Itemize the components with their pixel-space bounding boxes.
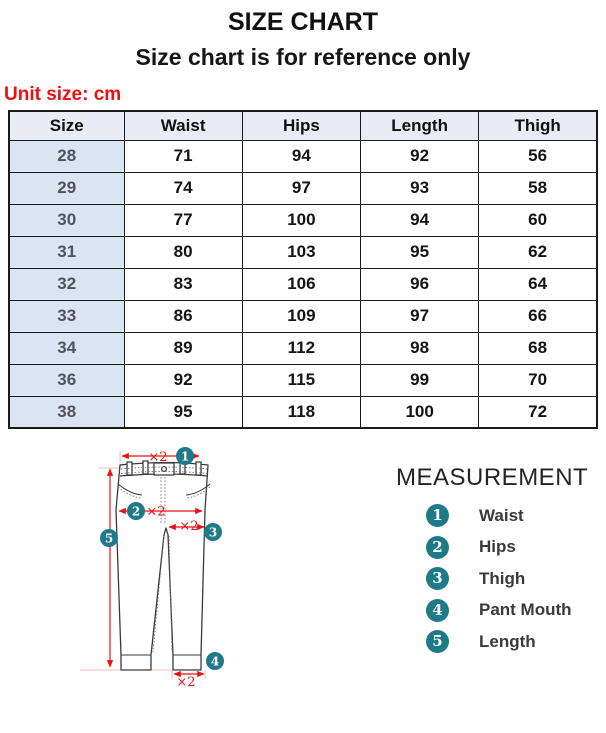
table-row — [9, 172, 597, 204]
length-badge-num: 5 — [104, 531, 114, 546]
value-cell: 56 — [479, 140, 597, 172]
thigh-x2-label: ×2 — [179, 519, 199, 534]
value-cell: 109 — [242, 300, 360, 332]
legend-item — [426, 504, 602, 527]
size-cell: 34 — [9, 332, 124, 364]
legend-label: Waist — [479, 505, 524, 525]
value-cell: 103 — [242, 236, 360, 268]
mouth-x2-label: ×2 — [176, 675, 196, 690]
value-cell: 96 — [361, 268, 479, 300]
value-cell: 86 — [124, 300, 242, 332]
value-cell: 71 — [124, 140, 242, 172]
value-cell: 94 — [242, 140, 360, 172]
mouth-badge-num: 4 — [210, 654, 220, 669]
size-table-header — [9, 111, 597, 140]
legend-item — [426, 630, 602, 653]
value-cell: 97 — [242, 172, 360, 204]
value-cell: 100 — [361, 396, 479, 428]
thigh-badge-num: 3 — [208, 525, 218, 540]
value-cell: 93 — [361, 172, 479, 204]
table-row — [9, 396, 597, 428]
legend-number-badge: 2 — [426, 536, 449, 559]
size-cell: 33 — [9, 300, 124, 332]
value-cell: 98 — [361, 332, 479, 364]
measurement-title: MEASUREMENT — [396, 464, 589, 491]
size-cell: 30 — [9, 204, 124, 236]
pants-outline — [116, 461, 210, 670]
size-table-body — [9, 140, 597, 428]
column-header: Length — [361, 111, 479, 140]
table-row — [9, 268, 597, 300]
size-cell: 38 — [9, 396, 124, 428]
value-cell: 118 — [242, 396, 360, 428]
value-cell: 92 — [361, 140, 479, 172]
value-cell: 115 — [242, 364, 360, 396]
legend-number-badge: 1 — [426, 504, 449, 527]
legend-number-badge: 4 — [426, 599, 449, 622]
value-cell: 92 — [124, 364, 242, 396]
size-cell: 32 — [9, 268, 124, 300]
table-row — [9, 364, 597, 396]
measurement-items — [396, 504, 602, 653]
value-cell: 58 — [479, 172, 597, 204]
value-cell: 72 — [479, 396, 597, 428]
value-cell: 68 — [479, 332, 597, 364]
value-cell: 80 — [124, 236, 242, 268]
value-cell: 64 — [479, 268, 597, 300]
legend-label: Hips — [479, 537, 516, 556]
table-row — [9, 204, 597, 236]
value-cell: 95 — [361, 236, 479, 268]
table-row — [9, 140, 597, 172]
value-cell: 97 — [361, 300, 479, 332]
value-cell: 62 — [479, 236, 597, 268]
value-cell: 70 — [479, 364, 597, 396]
value-cell: 74 — [124, 172, 242, 204]
header-row — [9, 111, 597, 140]
legend-item — [426, 567, 602, 590]
value-cell: 89 — [124, 332, 242, 364]
measurement-legend — [396, 464, 602, 662]
value-cell: 83 — [124, 268, 242, 300]
hips-x2-label: ×2 — [146, 504, 166, 520]
waist-x2-label: ×2 — [148, 450, 168, 465]
size-cell: 36 — [9, 364, 124, 396]
value-cell: 77 — [124, 204, 242, 236]
hips-badge-num: 2 — [131, 504, 141, 519]
column-header: Waist — [124, 111, 242, 140]
legend-label: Thigh — [479, 568, 526, 588]
size-cell: 29 — [9, 172, 124, 204]
value-cell: 112 — [242, 332, 360, 364]
legend-label: Pant Mouth — [479, 600, 572, 619]
legend-label: Length — [479, 631, 536, 651]
value-cell: 99 — [361, 364, 479, 396]
column-header: Size — [9, 111, 124, 140]
legend-number-badge: 3 — [426, 567, 449, 590]
value-cell: 60 — [479, 204, 597, 236]
table-row — [9, 300, 597, 332]
waist-badge-num: 1 — [180, 449, 190, 464]
pants-measurement-diagram — [68, 443, 258, 698]
page-subtitle: Size chart is for reference only — [135, 44, 471, 70]
size-table — [8, 110, 598, 429]
table-row — [9, 236, 597, 268]
column-header: Hips — [242, 111, 360, 140]
value-cell: 94 — [361, 204, 479, 236]
value-cell: 95 — [124, 396, 242, 428]
size-cell: 28 — [9, 140, 124, 172]
page-title: SIZE CHART — [228, 8, 378, 36]
value-cell: 106 — [242, 268, 360, 300]
unit-note: Unit size: cm — [4, 84, 122, 105]
column-header: Thigh — [479, 111, 597, 140]
value-cell: 100 — [242, 204, 360, 236]
size-cell: 31 — [9, 236, 124, 268]
value-cell: 66 — [479, 300, 597, 332]
legend-item — [426, 536, 602, 559]
legend-number-badge: 5 — [426, 630, 449, 653]
table-row — [9, 332, 597, 364]
legend-item — [426, 599, 602, 622]
